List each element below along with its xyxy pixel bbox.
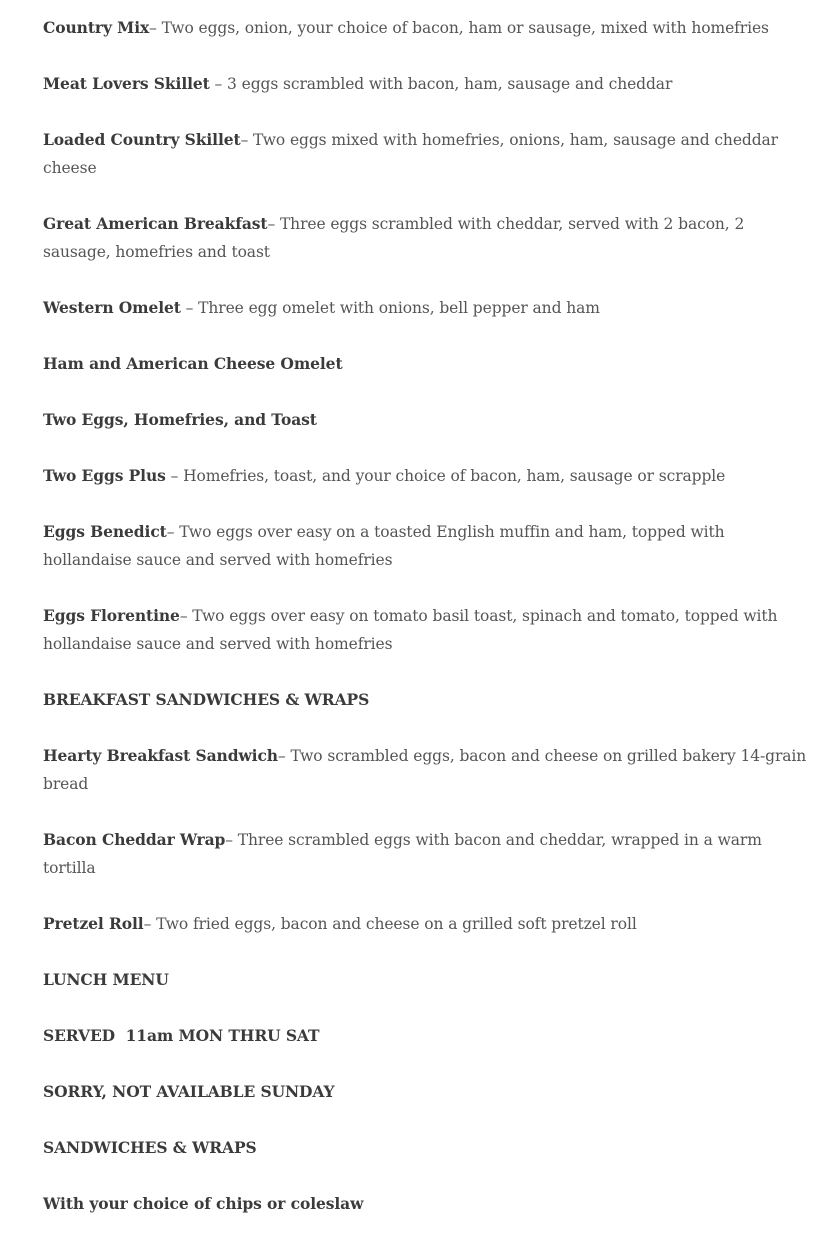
item-description: – Two eggs mixed with homefries, onions, ham, sausage and cheddar cheese: [43, 131, 778, 177]
section-heading-breakfast-sandwiches: BREAKFAST SANDWICHES & WRAPS: [43, 690, 370, 709]
item-name: Bacon Cheddar Wrap: [43, 830, 226, 849]
item-description: – Two eggs, onion, your choice of bacon, ham or sausage, mixed with homefries: [149, 19, 769, 37]
item-name: Loaded Country Skillet: [43, 130, 241, 149]
item-description: – Two eggs over easy on a toasted English muffin and ham, topped with hollandaise sauce and served with homefries: [43, 523, 725, 569]
item-name: Pretzel Roll: [43, 914, 144, 933]
item-name: Two Eggs, Homefries, and Toast: [43, 410, 317, 429]
item-description: – Two fried eggs, bacon and cheese on a grilled soft pretzel roll: [143, 915, 637, 933]
menu-item-loaded-country-skillet: [43, 126, 813, 182]
menu-item-eggs-benedict: [43, 518, 813, 574]
menu-item-eggs-florentine: [43, 602, 813, 658]
item-description: – Three egg omelet with onions, bell pepper and ham: [180, 299, 600, 317]
menu-item-ham-cheese-omelet: [43, 350, 813, 378]
item-name: Eggs Florentine: [43, 606, 180, 625]
item-description: – Three eggs scrambled with cheddar, served with 2 bacon, 2 sausage, homefries and toast: [43, 215, 745, 261]
menu-content: [43, 14, 813, 1246]
item-name: Meat Lovers Skillet: [43, 74, 210, 93]
item-description: – Two eggs over easy on tomato basil toast, spinach and tomato, topped with hollandaise sauce and served with homefries: [43, 607, 778, 653]
lunch-sides-note: With your choice of chips or coleslaw: [43, 1194, 364, 1213]
item-name: Eggs Benedict: [43, 522, 167, 541]
menu-item-two-eggs-plus: [43, 462, 813, 490]
menu-item-great-american-breakfast: [43, 210, 813, 266]
item-description: – Homefries, toast, and your choice of bacon, ham, sausage or scrapple: [165, 467, 726, 485]
item-name: Great American Breakfast: [43, 214, 268, 233]
item-description: – 3 eggs scrambled with bacon, ham, sausage and cheddar: [209, 75, 673, 93]
item-name: Western Omelet: [43, 298, 181, 317]
menu-item-two-eggs-homefries-toast: [43, 406, 813, 434]
menu-item-western-omelet: [43, 294, 813, 322]
item-name: Ham and American Cheese Omelet: [43, 354, 343, 373]
lunch-menu-title: LUNCH MENU: [43, 970, 169, 989]
menu-item-hearty-breakfast-sandwich: [43, 742, 813, 798]
item-description: – Three scrambled eggs with bacon and cheddar, wrapped in a warm tortilla: [43, 831, 762, 877]
section-heading-sandwiches-wraps: SANDWICHES & WRAPS: [43, 1138, 257, 1157]
item-name: Hearty Breakfast Sandwich: [43, 746, 278, 765]
item-description: – Two scrambled eggs, bacon and cheese on grilled bakery 14-grain bread: [43, 747, 807, 793]
menu-item-meat-lovers-skillet: [43, 70, 813, 98]
item-name: Country Mix: [43, 18, 150, 37]
menu-item-country-mix: [43, 14, 813, 42]
menu-item-bacon-cheddar-wrap: [43, 826, 813, 882]
lunch-served-hours: SERVED 11am MON THRU SAT: [43, 1026, 320, 1045]
lunch-sunday-note: SORRY, NOT AVAILABLE SUNDAY: [43, 1082, 335, 1101]
menu-item-pretzel-roll: [43, 910, 813, 938]
item-name: Two Eggs Plus: [43, 466, 166, 485]
